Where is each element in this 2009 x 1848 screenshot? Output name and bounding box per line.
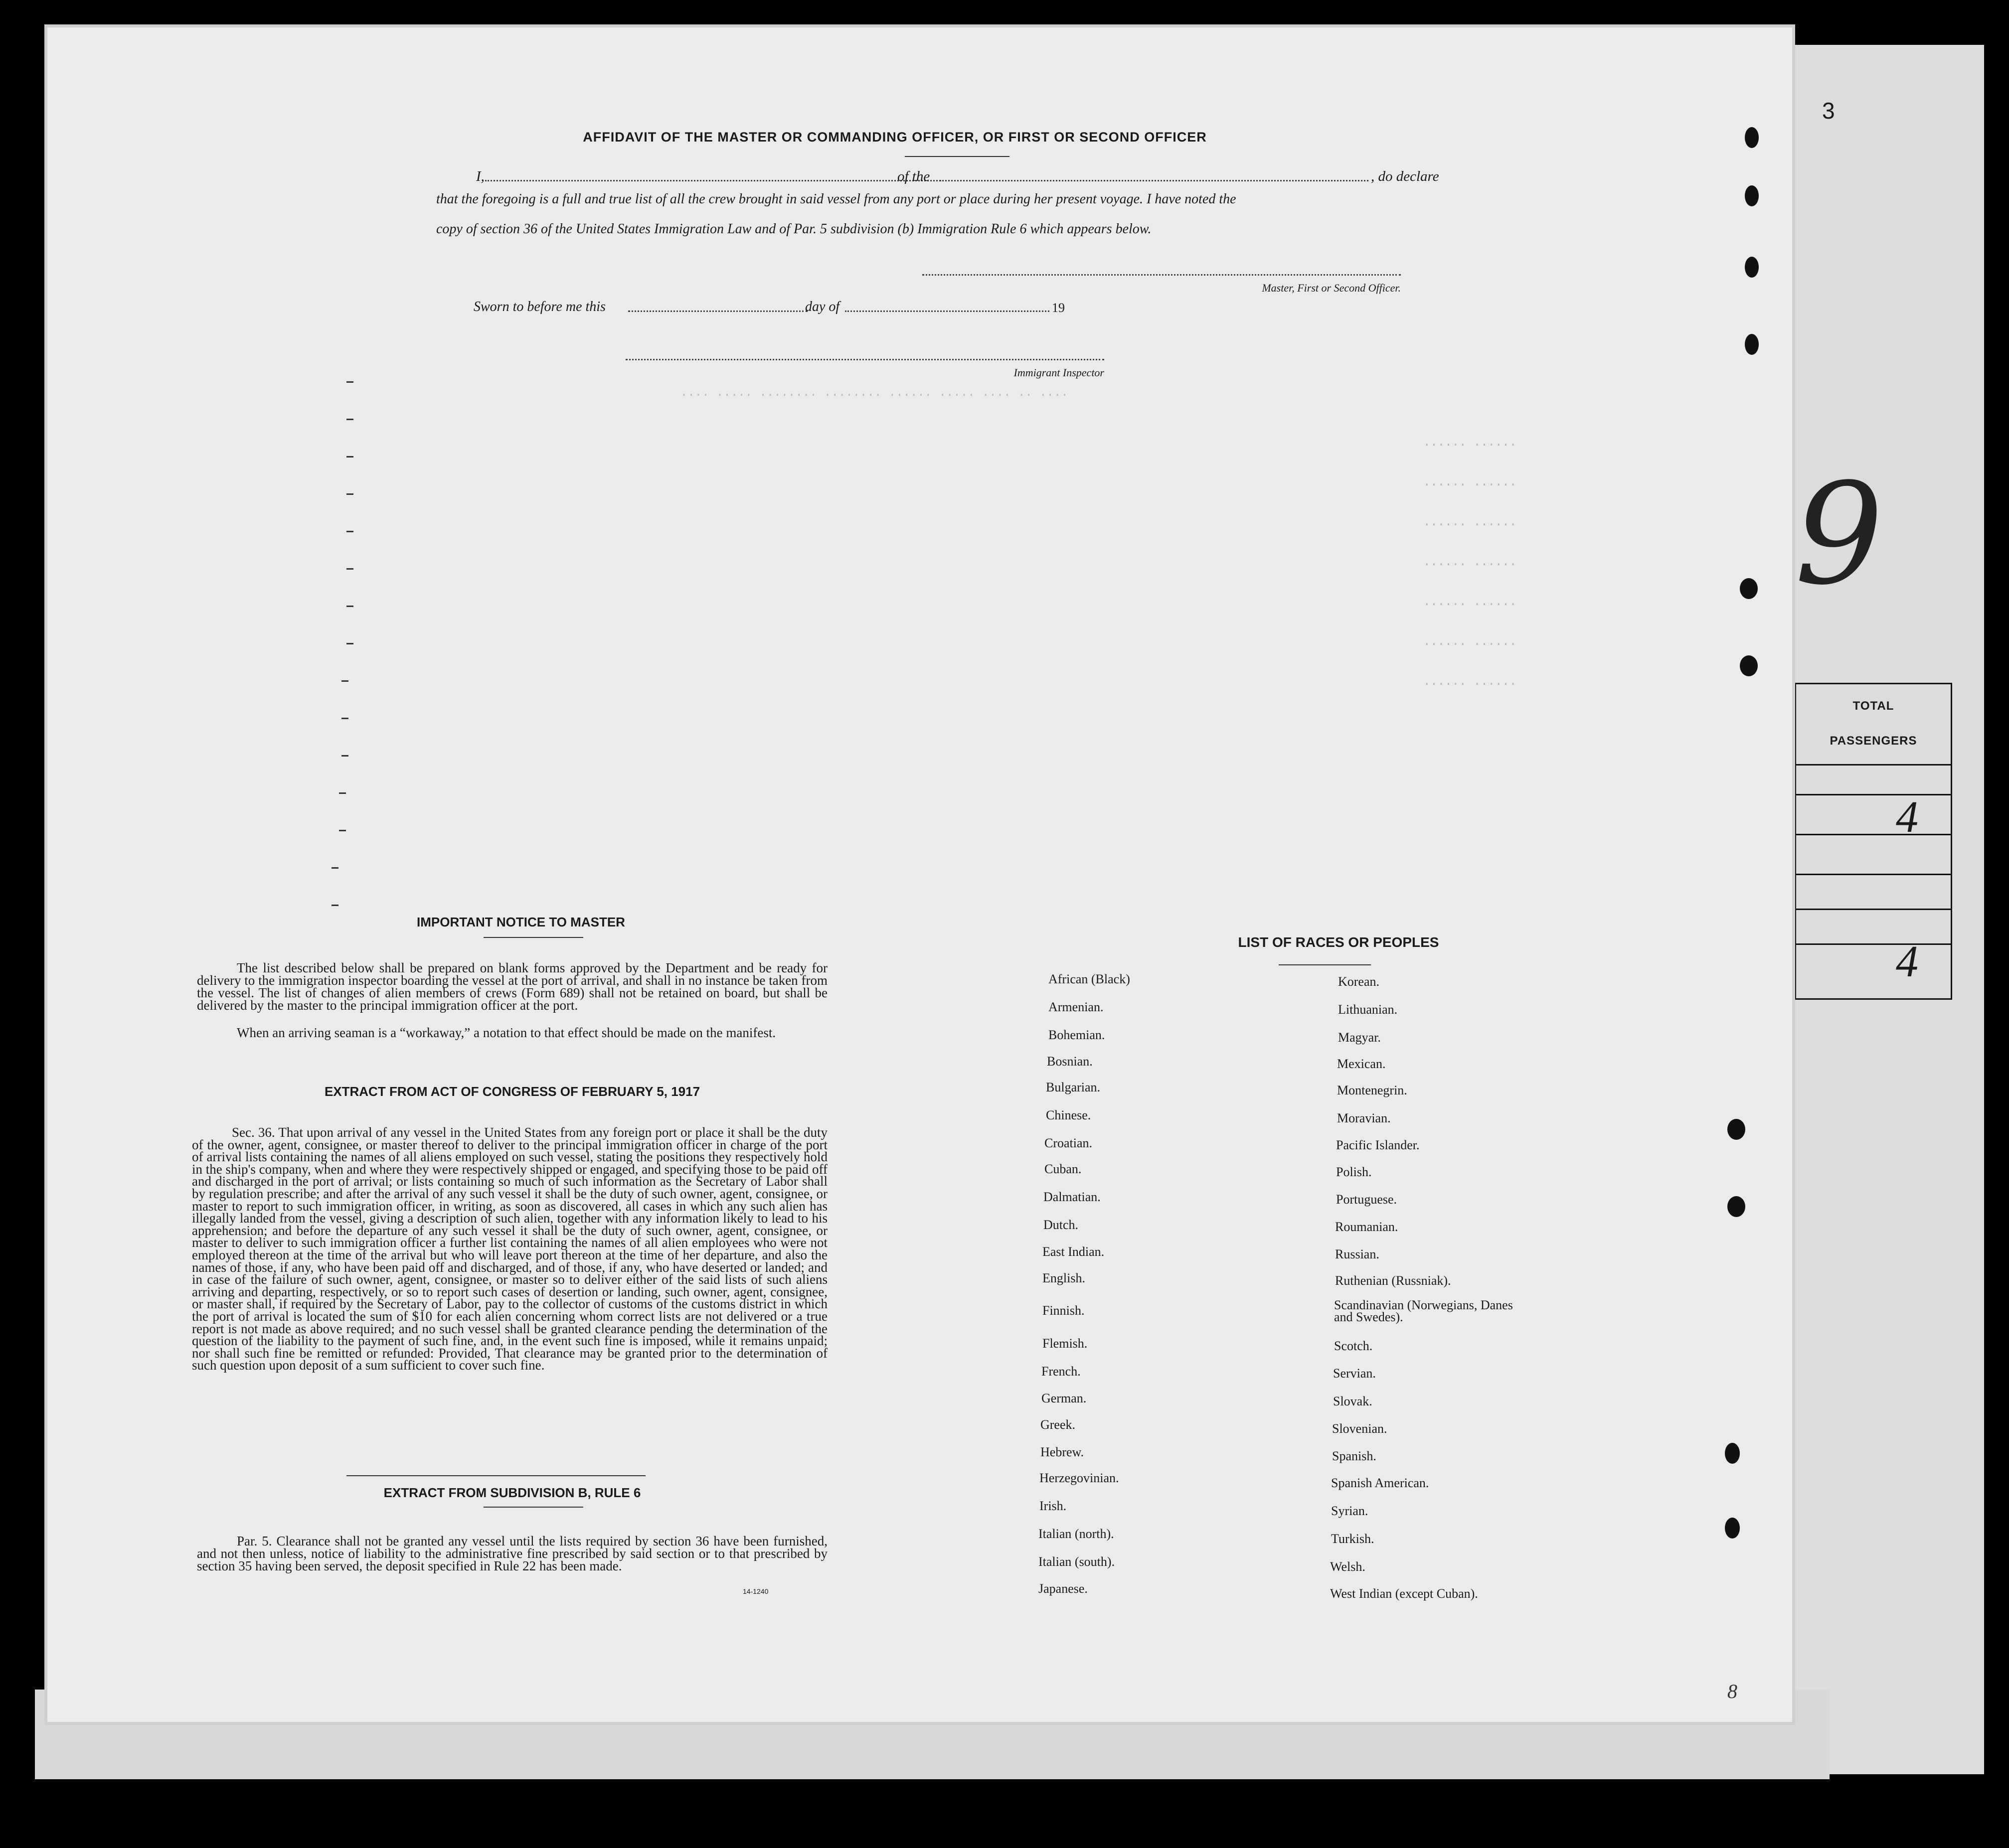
affidavit-page: .... ..... ........ ........ ...... ..... .... .. .... ...... ...... ...... ...... ...... ...... ...... ...... ...... ...... ...... ...... ...... ...... AFFIDAVIT OF THE MASTER OR COMMANDING OFFICER, OR FIRST OR SECOND OFFICER I, of the , do declare that the foregoing is a full and true list of all the crew brought in said vessel from any port or place during her present voyage. I have noted the copy of section 36 of the United States Immigration Law and of Par. 5 subdivision (b) Immigration Rule 6 which appears below. Master, First or Second Officer. Sworn to before me this day of 19 Immigrant Inspector IMPORTANT NOTICE TO MASTER The list described below shall be prepared on blank forms approved by the Department and be ready for delivery to the immigration inspector boarding the vessel at the port of arrival, and shall in no instance be taken from the vessel. The list of changes of alien members of crews (Form 689) shall not be retained on board, but shall be delivered by the master to the principal immigration officer at the port. When an arriving seaman is a “workaway,” a notation to that effect should be made on the manifest. EXTRACT FROM ACT OF CONGRESS OF FEBRUARY 5, 1917 Sec. 36. That upon arrival of any vessel in the United States from any foreign port or place it shall be the duty of the owner, agent, consignee, or master thereof to deliver to the principal immigration officer in charge of the port of arrival lists containing the names of all aliens employed on such vessel, stating the positions they respectively hold in the ship's company, when and where they were respectively shipped or engaged, and specifying those to be paid off and discharged in the port of arrival; or lists containing so much of such information as the Secretary of Labor shall by regulation prescribe; and after the arrival of any such vessel it shall be the duty of such owner, agent, consignee, or master to report to such immigration officer, in writing, as soon as discovered, all cases in which any such alien has illegally landed from the vessel, giving a description of such alien, together with any information likely to lead to his apprehension; and before the departure of any such vessel it shall be the duty of such owner, agent, consignee, or master to deliver to such immigration officer a further list containing the names of all alien employees who were not employed thereon at the time of the arrival but who will leave port thereon at the time of her departure, and also the names of those, if any, who have been paid off and discharged, and of those, if any, who have deserted or landed; and in case of the failure of such owner, agent, consignee, or master so to deliver either of the said lists of such aliens arriving and departing, respectively, or so to report such cases of desertion or landing, such owner, agent, consignee, or master shall, if required by the Secretary of Labor, pay to the collector of customs of the customs district in which the port of arrival is located the sum of $10 for each alien concerning whom correct lists are not delivered or a true report is not made as above required; and no such vessel shall be granted clearance pending the determination of the question of the liability to the payment of such fine, and, in the event such fine is imposed, while it remains unpaid; nor shall such fine be remitted or refunded: Provided, That clearance may be granted prior to the determination of such question upon deposit of a sum sufficient to cover such fine. EXTRACT FROM SUBDIVISION B, RULE 6 Par. 5. Clearance shall not be granted any vessel until the lists required by section 36 have been furnished, and not then unless, notice of liability to the administrative fine prescribed by said section or to that prescribed by section 35 having been served, the deposit specified in Rule 22 has been made. 14-1240 LIST OF RACES OR PEOPLES African (Black) Armenian. Bohemian. Bosnian. Bulgarian. Chinese. Croatian. Cuban. Dalmatian. Dutch. East Indian. English. Finnish. Flemish. French. German. Greek. Hebrew. Herzegovinian. Irish. Italian (north). Italian (south). Japanese. Korean. Lithuanian. Magyar. Mexican. Montenegrin. Moravian. Pacific Islander. Polish. Portuguese. Roumanian. Russian. Ruthenian (Russniak). Scandinavian (Norwegians, Danes and Swedes). Scotch. Servian. Slovak. Slovenian. Spanish. Spanish American. Syrian. Turkish. Welsh. West Indian (except Cuban). 8 <box>47 27 1792 1722</box>
race-item: Hebrew. <box>1040 1445 1084 1459</box>
extract-act-heading: EXTRACT FROM ACT OF CONGRESS OF FEBRUARY 5, 1917 <box>324 1084 700 1099</box>
race-item: Russian. <box>1335 1247 1379 1261</box>
extract-rule-text: Par. 5. Clearance shall not be granted any vessel until the lists required by section 36 have been furnished, and not then unless, notice of liability to the administrative fine prescribed by said section or to that prescribed by section 35 having been served, the deposit specified in Rule 22 has been made. <box>197 1534 828 1573</box>
races-divider <box>1279 964 1371 965</box>
race-item: English. <box>1042 1271 1085 1285</box>
race-item: Croatian. <box>1044 1136 1093 1150</box>
back-sheet <box>1765 45 1984 1774</box>
affidavit-line2: that the foregoing is a full and true list of all the crew brought in said vessel from any port or place during her present voyage. I have noted the <box>436 191 1236 207</box>
race-item: Dutch. <box>1043 1218 1079 1232</box>
notice-heading: IMPORTANT NOTICE TO MASTER <box>417 915 625 929</box>
rule-divider-top <box>346 1475 646 1476</box>
master-signature-field[interactable] <box>922 274 1401 276</box>
race-item: Herzegovinian. <box>1039 1471 1119 1485</box>
race-item: French. <box>1041 1364 1081 1379</box>
race-item: Polish. <box>1336 1165 1372 1179</box>
race-item: Slovak. <box>1333 1394 1372 1408</box>
rule-divider-bottom <box>484 1507 583 1508</box>
affidavit-of-the: of the <box>897 168 930 184</box>
punch-hole <box>1745 257 1759 278</box>
vessel-field[interactable] <box>940 180 1368 181</box>
punch-hole <box>1727 1119 1745 1140</box>
affidavit-line1-suffix: , do declare <box>1371 168 1439 184</box>
race-item: Flemish. <box>1042 1336 1088 1351</box>
total-value-1: 4 <box>1896 792 1918 842</box>
race-item: African (Black) <box>1048 972 1130 986</box>
race-item: Ruthenian (Russniak). <box>1335 1273 1451 1288</box>
race-item: Cuban. <box>1044 1162 1082 1176</box>
race-item: Japanese. <box>1038 1581 1088 1596</box>
punch-hole <box>1740 655 1758 676</box>
side-handwritten-mark: 9 <box>1795 454 1884 616</box>
total-header: TOTAL <box>1852 699 1894 713</box>
race-item: Servian. <box>1333 1366 1376 1381</box>
sworn-month-field[interactable] <box>845 310 1049 312</box>
sworn-day-field[interactable] <box>628 310 808 312</box>
race-item: Moravian. <box>1337 1111 1391 1125</box>
total-value-2: 4 <box>1896 937 1918 986</box>
inspector-label: Immigrant Inspector <box>1013 366 1104 379</box>
race-item: West Indian (except Cuban). <box>1330 1586 1478 1601</box>
affidavit-title: AFFIDAVIT OF THE MASTER OR COMMANDING OFFICER, OR FIRST OR SECOND OFFICER <box>583 130 1207 145</box>
sworn-prefix: Sworn to before me this <box>474 299 606 314</box>
sworn-day-of: day of <box>805 299 840 314</box>
race-item: Scandinavian (Norwegians, Danes and Swedes). <box>1334 1298 1513 1324</box>
race-item: Lithuanian. <box>1338 1002 1398 1017</box>
race-item: Greek. <box>1040 1417 1076 1432</box>
race-item: German. <box>1041 1391 1087 1405</box>
race-item: Korean. <box>1338 974 1380 989</box>
race-item: Pacific Islander. <box>1336 1138 1420 1152</box>
race-item: Slovenian. <box>1332 1421 1387 1436</box>
affidavit-line1-prefix: I, <box>476 168 485 184</box>
race-item: Montenegrin. <box>1337 1083 1407 1097</box>
race-item: Spanish. <box>1332 1449 1376 1463</box>
name-field[interactable] <box>485 180 944 181</box>
race-item: Magyar. <box>1338 1030 1381 1045</box>
notice-paragraph-1: The list described below shall be prepared on blank forms approved by the Department and be ready for delivery to the immigration inspector boarding the vessel at the port of arrival, and shall in no instance be taken from the vessel. The list of changes of alien members of crews (Form 689) shall not be retained on board, but shall be delivered by the master to the principal immigration officer at the port. <box>197 960 828 1013</box>
passengers-header: PASSENGERS <box>1830 734 1917 748</box>
total-passengers-box <box>1795 683 1952 1000</box>
race-item: Bulgarian. <box>1046 1080 1101 1094</box>
corner-mark: 8 <box>1727 1680 1737 1702</box>
race-item: Dalmatian. <box>1043 1190 1101 1204</box>
punch-hole <box>1740 578 1758 599</box>
sworn-year: 19 <box>1052 301 1065 315</box>
punch-hole <box>1725 1443 1740 1464</box>
race-item: Italian (south). <box>1038 1554 1115 1569</box>
race-item: Scotch. <box>1334 1339 1373 1353</box>
race-item: Mexican. <box>1337 1057 1386 1071</box>
race-item: Chinese. <box>1046 1108 1091 1122</box>
punch-hole <box>1745 185 1759 206</box>
notice-divider <box>484 937 583 938</box>
race-item: Welsh. <box>1330 1559 1365 1574</box>
inspector-signature-field[interactable] <box>626 359 1104 360</box>
punch-hole <box>1745 334 1759 355</box>
race-item: Turkish. <box>1331 1532 1374 1546</box>
race-item: Spanish American. <box>1331 1476 1429 1490</box>
races-heading: LIST OF RACES OR PEOPLES <box>1238 934 1439 950</box>
extract-act-text: Sec. 36. That upon arrival of any vessel in the United States from any foreign port or place it shall be the duty of the owner, agent, consignee, or master thereof to deliver to the principal immigration officer in charge of the port of arrival lists containing the names of all aliens employed on such vessel, stating the positions they respectively hold in the ship's company, when and where they were respectively shipped or engaged, and specifying those to be paid off and discharged in the port of arrival; or lists containing so much of such information as the Secretary of Labor shall by regulation prescribe; and after the arrival of any such vessel it shall be the duty of such owner, agent, consignee, or master to report to such immigration officer, in writing, as soon as discovered, all cases in which any such alien has illegally landed from the vessel, giving a description of such alien, together with any information likely to lead to his apprehension; and before the departure of any such vessel it shall be the duty of such owner, agent, consignee, or master to deliver to such immigration officer a further list containing the names of all alien employees who were not employed thereon at the time of the arrival but who will leave port thereon at the time of her departure, and also the names of those, if any, who have been paid off and discharged, and of those, if any, who have deserted or landed; and in case of the failure of such owner, agent, consignee, or master so to deliver either of the said lists of such aliens arriving and departing, respectively, or so to report such cases of desertion or landing, such owner, agent, consignee, or master shall, if required by the Secretary of Labor, pay to the collector of customs of the customs district in which the port of arrival is located the sum of $10 for each alien concerning whom correct lists are not delivered or a true report is not made as above required; and no such vessel shall be granted clearance pending the determination of the question of the liability to the payment of such fine, and, in the event such fine is imposed, while it remains unpaid; nor shall such fine be remitted or refunded: Provided, That clearance may be granted prior to the determination of such question upon deposit of a sum sufficient to cover such fine. <box>192 1125 828 1373</box>
punch-hole <box>1745 127 1759 148</box>
title-divider <box>905 156 1009 157</box>
notice-paragraph-2: When an arriving seaman is a “workaway,” a notation to that effect should be made on the manifest. <box>237 1025 776 1040</box>
affidavit-line3: copy of section 36 of the United States Immigration Law and of Par. 5 subdivision (b) Immigration Rule 6 which appears below. <box>436 221 1152 237</box>
master-signature-label: Master, First or Second Officer. <box>1262 282 1401 294</box>
race-item: East Indian. <box>1042 1244 1105 1259</box>
race-item: Bosnian. <box>1047 1054 1093 1069</box>
punch-hole <box>1725 1518 1740 1539</box>
side-page-number: 3 <box>1822 98 1835 124</box>
race-item: Italian (north). <box>1038 1527 1114 1541</box>
race-item: Roumanian. <box>1335 1220 1398 1234</box>
punch-hole <box>1727 1196 1745 1217</box>
form-number: 14-1240 <box>743 1587 769 1595</box>
race-item: Syrian. <box>1331 1504 1368 1518</box>
race-item: Finnish. <box>1042 1303 1085 1318</box>
extract-rule-heading: EXTRACT FROM SUBDIVISION B, RULE 6 <box>383 1485 641 1500</box>
race-item: Portuguese. <box>1336 1192 1397 1207</box>
race-item: Armenian. <box>1048 1000 1104 1014</box>
race-item: Bohemian. <box>1048 1028 1105 1042</box>
race-item: Irish. <box>1039 1499 1067 1513</box>
